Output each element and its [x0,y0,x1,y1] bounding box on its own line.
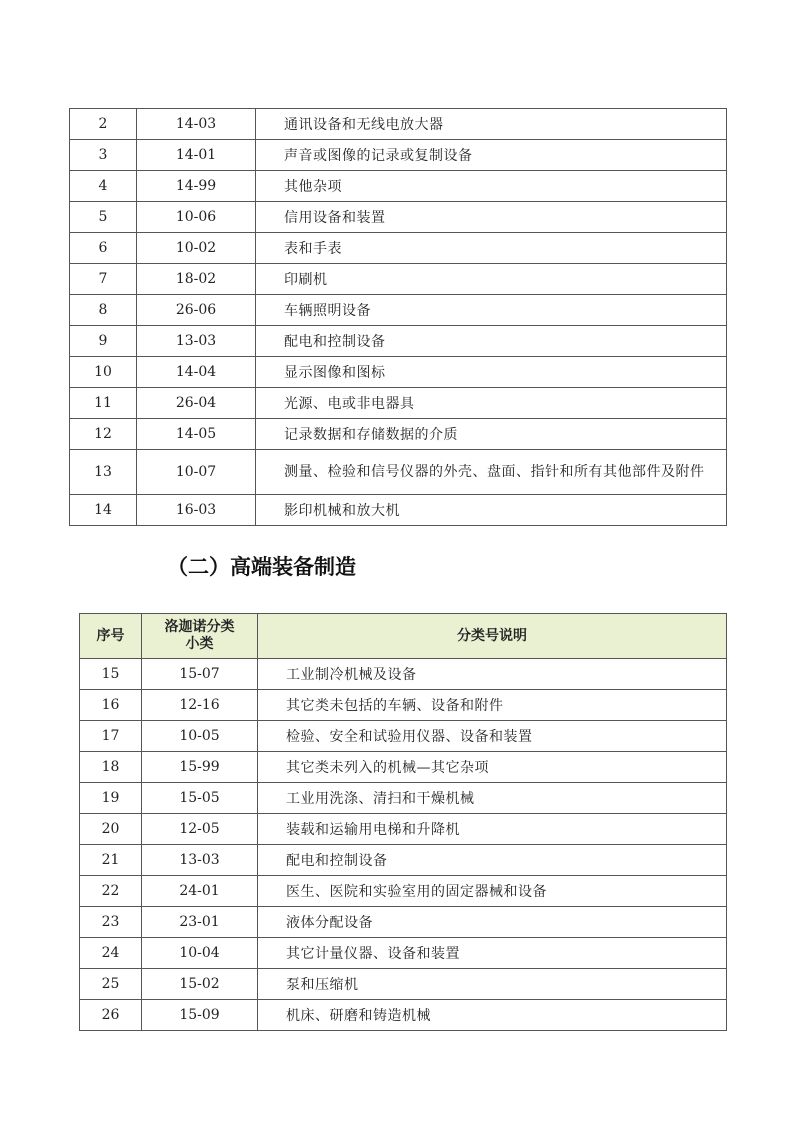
classification-table-1 [69,108,727,526]
locarno-code-cell: 23-01 [142,907,258,938]
serial-number-cell: 19 [80,783,142,814]
description-cell: 印刷机 [256,264,727,295]
serial-number-cell: 15 [80,659,142,690]
serial-number-cell: 24 [80,938,142,969]
locarno-code-cell: 15-99 [142,752,258,783]
serial-number-cell: 11 [70,388,137,419]
table-row [70,326,727,357]
locarno-code-cell: 10-05 [142,721,258,752]
table-row [80,721,727,752]
header-serial-number: 序号 [80,614,142,659]
description-cell: 显示图像和图标 [256,357,727,388]
header-locarno-line2: 小类 [185,636,214,652]
table-row [70,357,727,388]
locarno-code-cell: 10-06 [137,202,256,233]
table-row [70,388,727,419]
serial-number-cell: 21 [80,845,142,876]
description-cell: 液体分配设备 [258,907,727,938]
description-cell: 检验、安全和试验用仪器、设备和装置 [258,721,727,752]
table-row [80,1000,727,1031]
serial-number-cell: 22 [80,876,142,907]
serial-number-cell: 23 [80,907,142,938]
table-row [80,845,727,876]
description-cell: 其它计量仪器、设备和装置 [258,938,727,969]
table-2-body [80,659,727,1031]
serial-number-cell: 17 [80,721,142,752]
locarno-code-cell: 14-99 [137,171,256,202]
locarno-code-cell: 15-05 [142,783,258,814]
table-row [70,109,727,140]
table-row [70,233,727,264]
locarno-code-cell: 10-02 [137,233,256,264]
locarno-code-cell: 12-16 [142,690,258,721]
locarno-code-cell: 26-04 [137,388,256,419]
description-cell: 信用设备和装置 [256,202,727,233]
description-cell: 医生、医院和实验室用的固定器械和设备 [258,876,727,907]
description-cell: 其它类未包括的车辆、设备和附件 [258,690,727,721]
table-row [80,938,727,969]
locarno-code-cell: 16-03 [137,495,256,526]
serial-number-cell: 18 [80,752,142,783]
serial-number-cell: 12 [70,419,137,450]
locarno-code-cell: 14-03 [137,109,256,140]
header-locarno-subclass [142,614,258,659]
serial-number-cell: 10 [70,357,137,388]
serial-number-cell: 3 [70,140,137,171]
serial-number-cell: 16 [80,690,142,721]
table-row [70,295,727,326]
table-row [80,690,727,721]
locarno-code-cell: 10-04 [142,938,258,969]
locarno-code-cell: 14-04 [137,357,256,388]
section-heading: （二）高端装备制造 [167,555,356,579]
header-description: 分类号说明 [258,614,727,659]
serial-number-cell: 9 [70,326,137,357]
description-cell: 测量、检验和信号仪器的外壳、盘面、指针和所有其他部件及附件 [256,450,727,495]
table-row [80,907,727,938]
table-row [80,752,727,783]
locarno-code-cell: 13-03 [137,326,256,357]
serial-number-cell: 26 [80,1000,142,1031]
description-cell: 通讯设备和无线电放大器 [256,109,727,140]
serial-number-cell: 8 [70,295,137,326]
locarno-code-cell: 13-03 [142,845,258,876]
locarno-code-cell: 14-01 [137,140,256,171]
table-row [70,419,727,450]
table-row [80,814,727,845]
serial-number-cell: 2 [70,109,137,140]
locarno-code-cell: 14-05 [137,419,256,450]
table-row [70,495,727,526]
table-row [70,202,727,233]
description-cell: 配电和控制设备 [258,845,727,876]
table-row [70,171,727,202]
table-1-body [70,109,727,526]
description-cell: 泵和压缩机 [258,969,727,1000]
serial-number-cell: 7 [70,264,137,295]
table-row [80,969,727,1000]
serial-number-cell: 13 [70,450,137,495]
serial-number-cell: 25 [80,969,142,1000]
serial-number-cell: 6 [70,233,137,264]
description-cell: 记录数据和存储数据的介质 [256,419,727,450]
description-cell: 配电和控制设备 [256,326,727,357]
serial-number-cell: 20 [80,814,142,845]
description-cell: 装载和运输用电梯和升降机 [258,814,727,845]
description-cell: 工业制冷机械及设备 [258,659,727,690]
description-cell: 车辆照明设备 [256,295,727,326]
serial-number-cell: 14 [70,495,137,526]
table-row [70,264,727,295]
classification-table-2 [79,613,727,1031]
serial-number-cell: 5 [70,202,137,233]
locarno-code-cell: 12-05 [142,814,258,845]
description-cell: 工业用洗涤、清扫和干燥机械 [258,783,727,814]
table-row [80,659,727,690]
header-locarno-line1: 洛迦诺分类 [164,619,235,635]
locarno-code-cell: 26-06 [137,295,256,326]
locarno-code-cell: 24-01 [142,876,258,907]
table-row [70,450,727,495]
serial-number-cell: 4 [70,171,137,202]
locarno-code-cell: 15-02 [142,969,258,1000]
table-header-row [80,614,727,659]
locarno-code-cell: 18-02 [137,264,256,295]
description-cell: 机床、研磨和铸造机械 [258,1000,727,1031]
table-row [80,783,727,814]
description-cell: 其它类未列入的机械—其它杂项 [258,752,727,783]
locarno-code-cell: 10-07 [137,450,256,495]
description-cell: 声音或图像的记录或复制设备 [256,140,727,171]
locarno-code-cell: 15-07 [142,659,258,690]
description-cell: 光源、电或非电器具 [256,388,727,419]
description-cell: 表和手表 [256,233,727,264]
locarno-code-cell: 15-09 [142,1000,258,1031]
table-2-header [80,614,727,659]
description-cell: 其他杂项 [256,171,727,202]
description-cell: 影印机械和放大机 [256,495,727,526]
table-row [70,140,727,171]
table-row [80,876,727,907]
